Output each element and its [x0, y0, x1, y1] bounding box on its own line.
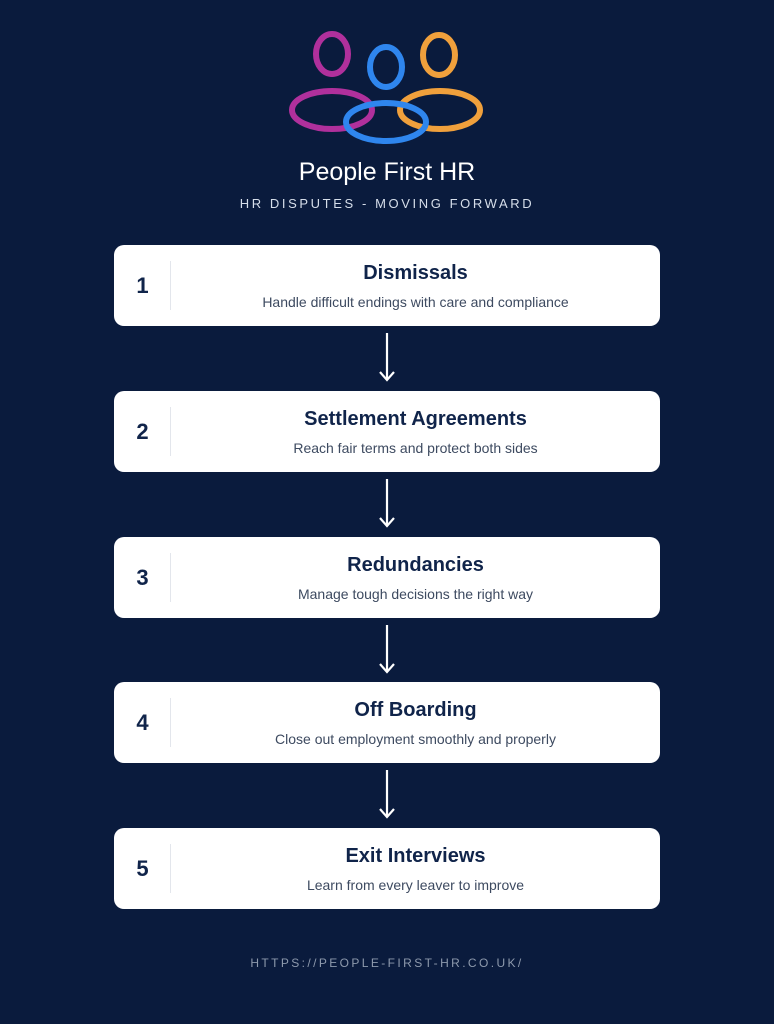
step-description: Learn from every leaver to improve — [306, 877, 525, 893]
footer-url-link[interactable]: HTTPS://PEOPLE-FIRST-HR.CO.UK/ — [250, 956, 524, 970]
step-title: Exit Interviews — [345, 845, 486, 867]
step-card-settlement-agreements — [114, 391, 660, 472]
step-description: Reach fair terms and protect both sides — [293, 440, 538, 456]
step-title: Dismissals — [363, 262, 468, 284]
tagline: HR DISPUTES - MOVING FORWARD — [239, 196, 535, 211]
step-description: Handle difficult endings with care and compliance — [262, 294, 569, 310]
step-title: Off Boarding — [354, 699, 477, 721]
step-description: Manage tough decisions the right way — [297, 586, 534, 602]
step-number: 1 — [136, 273, 149, 298]
step-number: 2 — [136, 419, 149, 444]
people-logo-icon — [284, 28, 490, 152]
step-title: Settlement Agreements — [304, 408, 527, 430]
logo-head-left — [316, 34, 348, 74]
step-card-redundancies — [114, 537, 660, 618]
step-number: 5 — [136, 856, 149, 881]
step-card-dismissals — [114, 245, 660, 326]
down-arrow-icon — [377, 331, 397, 383]
down-arrow-icon — [377, 623, 397, 675]
step-number: 4 — [136, 710, 149, 735]
step-card-off-boarding — [114, 682, 660, 763]
step-description: Close out employment smoothly and properly — [275, 731, 556, 747]
step-card-exit-interviews — [114, 828, 660, 909]
down-arrow-icon — [377, 477, 397, 529]
logo-head-middle — [370, 47, 402, 87]
step-title: Redundancies — [347, 554, 484, 576]
brand-title: People First HR — [298, 158, 476, 186]
logo-head-right — [423, 35, 455, 75]
step-number: 3 — [136, 565, 149, 590]
down-arrow-icon — [377, 768, 397, 820]
